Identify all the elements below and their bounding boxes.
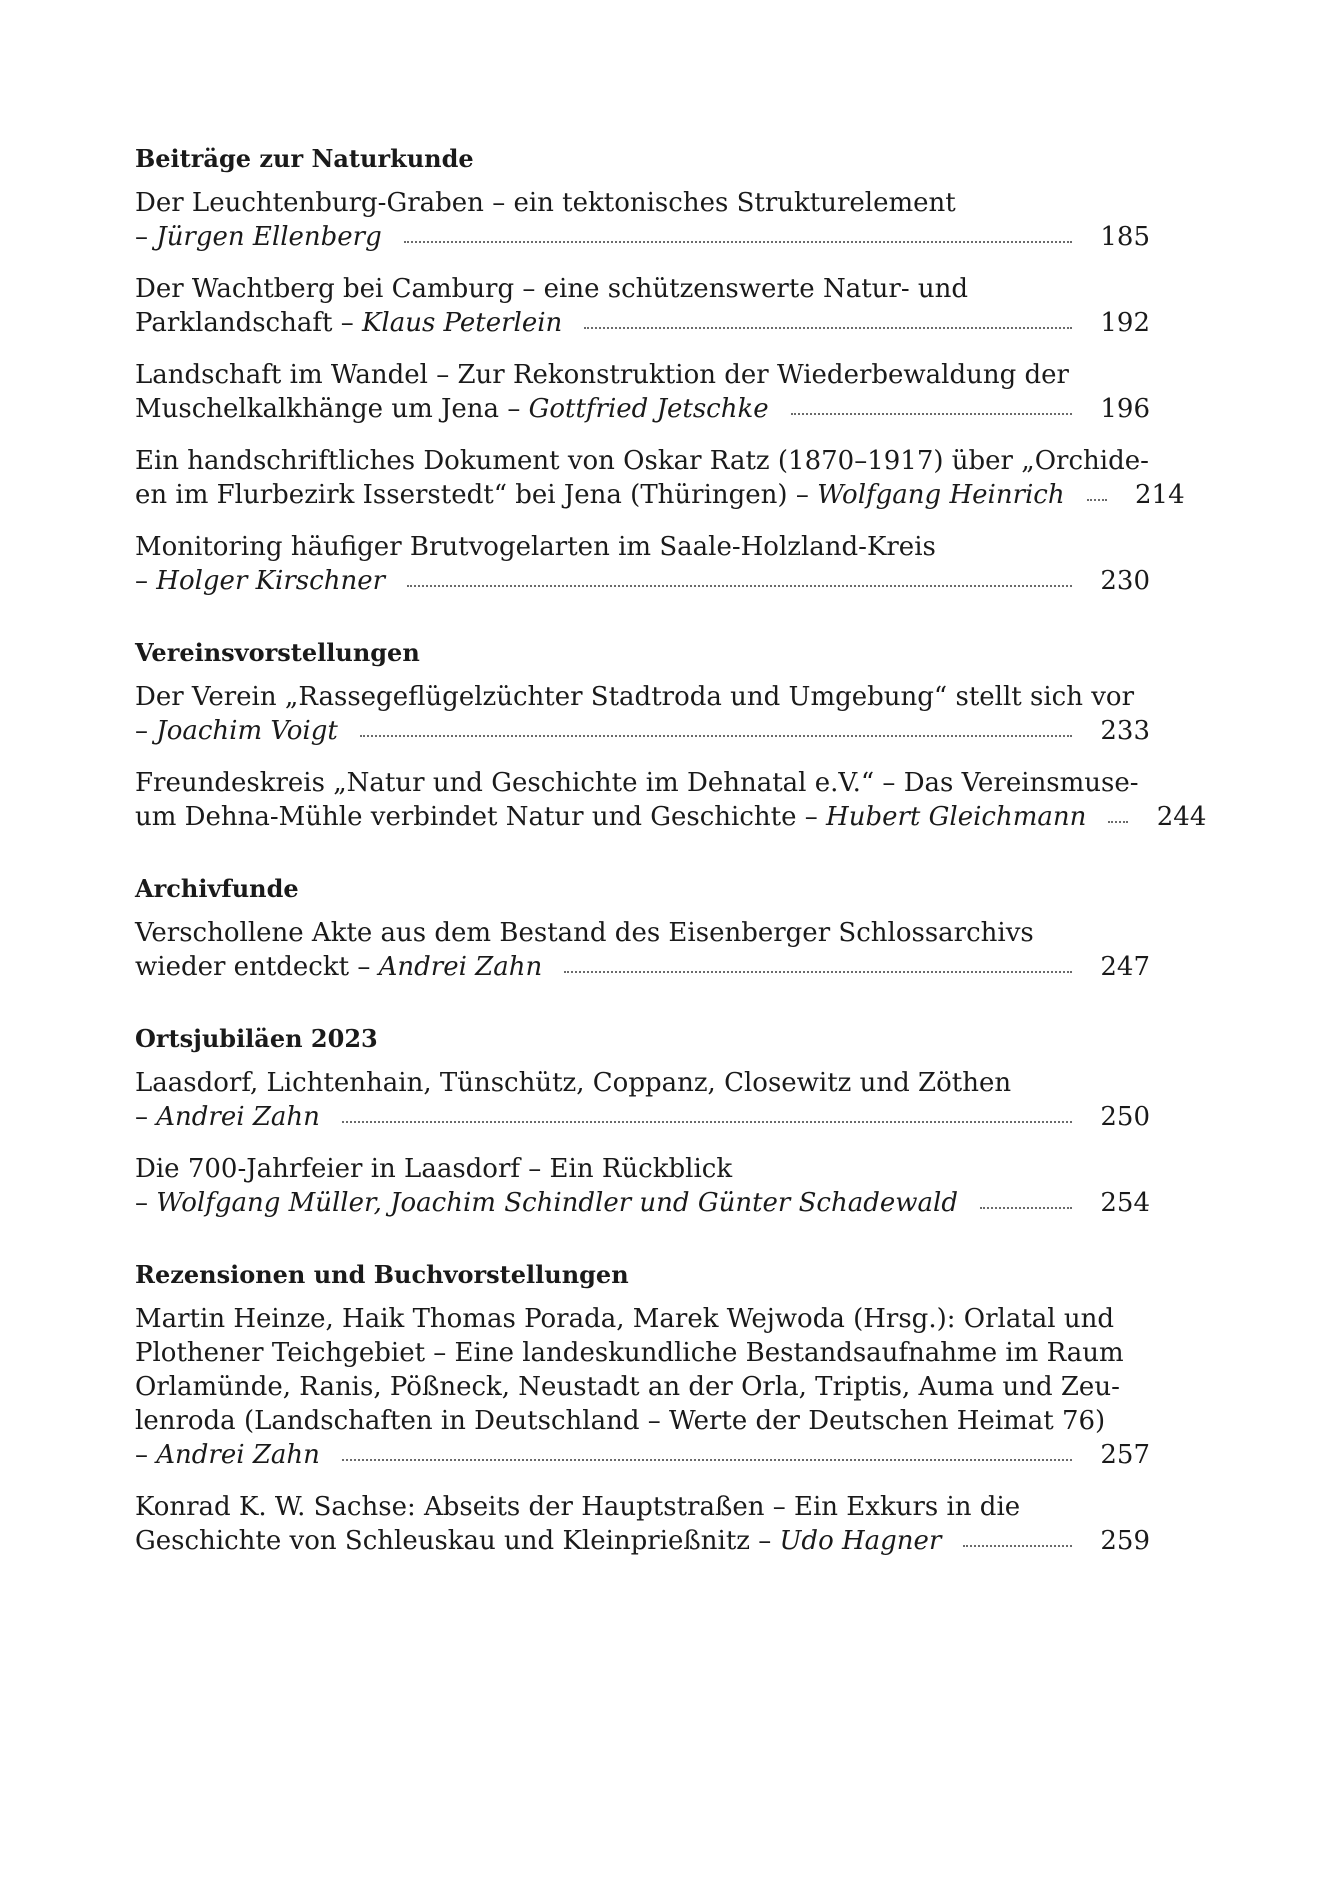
dot-leader: [404, 241, 1072, 243]
entry-author-text: [135, 478, 1065, 512]
entry-author-text: [135, 1524, 941, 1558]
toc-entry[interactable]: [135, 530, 1150, 598]
entry-title-end: um Dehna-Mühle verbindet Natur und Geschichte –: [135, 802, 827, 832]
dot-leader: [1087, 499, 1107, 501]
toc-entry[interactable]: [135, 444, 1185, 512]
page-number: 185: [1100, 222, 1150, 252]
entry-title-line: Verschollene Akte aus dem Bestand des Eisenberger Schlossarchivs: [135, 918, 1034, 948]
author-name: Andrei Zahn: [378, 952, 543, 982]
entry-author-text: [135, 1438, 320, 1472]
author-name: Joachim Voigt: [156, 716, 338, 746]
entry-title-end: –: [135, 1440, 157, 1470]
entry-author-line: [135, 1438, 1150, 1472]
author-name: Andrei Zahn: [156, 1440, 320, 1470]
author-name: Udo Hagner: [779, 1526, 942, 1556]
page-number: 230: [1100, 566, 1150, 596]
section-title: Beiträge zur Naturkunde: [135, 144, 474, 173]
page-number: 196: [1100, 394, 1150, 424]
entry-author-line: [135, 714, 1150, 748]
page-number: 214: [1134, 480, 1185, 510]
entry-author-text: [135, 306, 562, 340]
section-title: Vereinsvorstellungen: [135, 638, 420, 667]
author-name: Holger Kirschner: [156, 566, 386, 596]
toc-section: [135, 142, 1185, 598]
dot-leader: [360, 735, 1072, 737]
entry-author-line: [135, 392, 1150, 426]
entry-title-line: Ein handschriftliches Dokument von Oskar Ratz (1870–1917) über „Orchide-: [135, 446, 1149, 476]
entry-author-text: [135, 950, 542, 984]
entry-author-text: [135, 392, 769, 426]
page-number: 254: [1100, 1188, 1150, 1218]
toc-entry[interactable]: [135, 1066, 1150, 1134]
page-number: 250: [1100, 1102, 1150, 1132]
toc-section: [135, 1022, 1150, 1220]
entry-title-line: Der Verein „Rassegeflügelzüchter Stadtroda und Umgebung“ stellt sich vor: [135, 682, 1134, 712]
section-title: Rezensionen und Buchvorstellungen: [135, 1260, 629, 1289]
table-of-contents: [135, 142, 1207, 1596]
entry-title-line: Der Leuchtenburg-Graben – ein tektonisches Strukturelement: [135, 188, 956, 218]
toc-entry[interactable]: [135, 1490, 1150, 1558]
toc-entry[interactable]: [135, 186, 1150, 254]
author-name: Hubert Gleichmann: [826, 802, 1087, 832]
entry-author-line: [135, 220, 1150, 254]
entry-author-text: [135, 714, 338, 748]
entry-title-end: –: [135, 716, 157, 746]
page-number: 247: [1100, 952, 1150, 982]
toc-entry[interactable]: [135, 1152, 1150, 1220]
toc-entry[interactable]: [135, 272, 1150, 340]
entry-author-line: [135, 306, 1150, 340]
entry-author-text: [135, 1100, 320, 1134]
section-title: Archivfunde: [135, 874, 299, 903]
author-name: Wolfgang Heinrich: [817, 480, 1065, 510]
entry-title-line: Landschaft im Wandel – Zur Rekonstruktion der Wiederbewaldung der: [135, 360, 1069, 390]
toc-entry[interactable]: [135, 680, 1150, 748]
author-name: Klaus Peterlein: [361, 308, 563, 338]
entry-author-text: [135, 800, 1086, 834]
entry-title-line: Martin Heinze, Haik Thomas Porada, Marek Wejwoda (Hrsg.): Orlatal und: [135, 1304, 1114, 1334]
dot-leader: [342, 1459, 1072, 1461]
entry-title-end: –: [135, 566, 157, 596]
entry-author-line: [135, 950, 1150, 984]
toc-entry[interactable]: [135, 358, 1150, 426]
entry-title-end: Geschichte von Schleuskau und Kleinprießnitz –: [135, 1526, 780, 1556]
entry-author-text: [135, 220, 382, 254]
section-title: Ortsjubiläen 2023: [135, 1024, 378, 1053]
page-number: 259: [1100, 1526, 1150, 1556]
toc-section: [135, 872, 1150, 984]
page-number: 192: [1100, 308, 1150, 338]
entry-title-line: Plothener Teichgebiet – Eine landeskundliche Bestandsaufnahme im Raum: [135, 1338, 1124, 1368]
toc-section: [135, 636, 1207, 834]
entry-title-end: en im Flurbezirk Isserstedt“ bei Jena (Thüringen) –: [135, 480, 818, 510]
page-number: 233: [1100, 716, 1150, 746]
entry-author-text: [135, 564, 385, 598]
toc-entry[interactable]: [135, 766, 1207, 834]
entry-title-end: Parklandschaft –: [135, 308, 362, 338]
entry-title-end: –: [135, 1102, 157, 1132]
dot-leader: [980, 1207, 1072, 1209]
page-number: 257: [1100, 1440, 1150, 1470]
entry-title-end: –: [135, 1188, 157, 1218]
dot-leader: [791, 413, 1072, 415]
entry-author-line: [135, 478, 1185, 512]
toc-entry[interactable]: [135, 1302, 1150, 1472]
entry-title-line: Die 700-Jahrfeier in Laasdorf – Ein Rückblick: [135, 1154, 733, 1184]
entry-title-end: –: [135, 222, 157, 252]
entry-title-line: Laasdorf, Lichtenhain, Tünschütz, Coppanz, Closewitz und Zöthen: [135, 1068, 1012, 1098]
entry-title-line: Monitoring häufiger Brutvogelarten im Saale-Holzland-Kreis: [135, 532, 936, 562]
dot-leader: [1108, 821, 1128, 823]
entry-title-line: Konrad K. W. Sachse: Abseits der Hauptstraßen – Ein Exkurs in die: [135, 1492, 1021, 1522]
entry-title-end: wieder entdeckt –: [135, 952, 379, 982]
page-number: 244: [1156, 802, 1207, 832]
dot-leader: [564, 971, 1072, 973]
entry-title-line: Der Wachtberg bei Camburg – eine schützenswerte Natur- und: [135, 274, 969, 304]
entry-author-line: [135, 564, 1150, 598]
toc-entry[interactable]: [135, 916, 1150, 984]
entry-author-line: [135, 800, 1207, 834]
dot-leader: [584, 327, 1072, 329]
dot-leader: [407, 585, 1072, 587]
author-name: Andrei Zahn: [156, 1102, 320, 1132]
entry-title-line: Orlamünde, Ranis, Pößneck, Neustadt an der Orla, Triptis, Auma und Zeu-: [135, 1372, 1120, 1402]
entry-author-line: [135, 1524, 1150, 1558]
entry-title-line: lenroda (Landschaften in Deutschland – Werte der Deutschen Heimat 76): [135, 1406, 1106, 1436]
entry-title-line: Freundeskreis „Natur und Geschichte im Dehnatal e.V.“ – Das Vereinsmuse-: [135, 768, 1139, 798]
entry-author-line: [135, 1186, 1150, 1220]
dot-leader: [963, 1545, 1072, 1547]
entry-title-end: Muschelkalkhänge um Jena –: [135, 394, 529, 424]
author-name: Wolfgang Müller, Joachim Schindler und Günter Schadewald: [156, 1188, 958, 1218]
author-name: Jürgen Ellenberg: [156, 222, 382, 252]
entry-author-text: [135, 1186, 958, 1220]
entry-author-line: [135, 1100, 1150, 1134]
toc-section: [135, 1258, 1150, 1558]
dot-leader: [342, 1121, 1072, 1123]
author-name: Gottfried Jetschke: [528, 394, 769, 424]
